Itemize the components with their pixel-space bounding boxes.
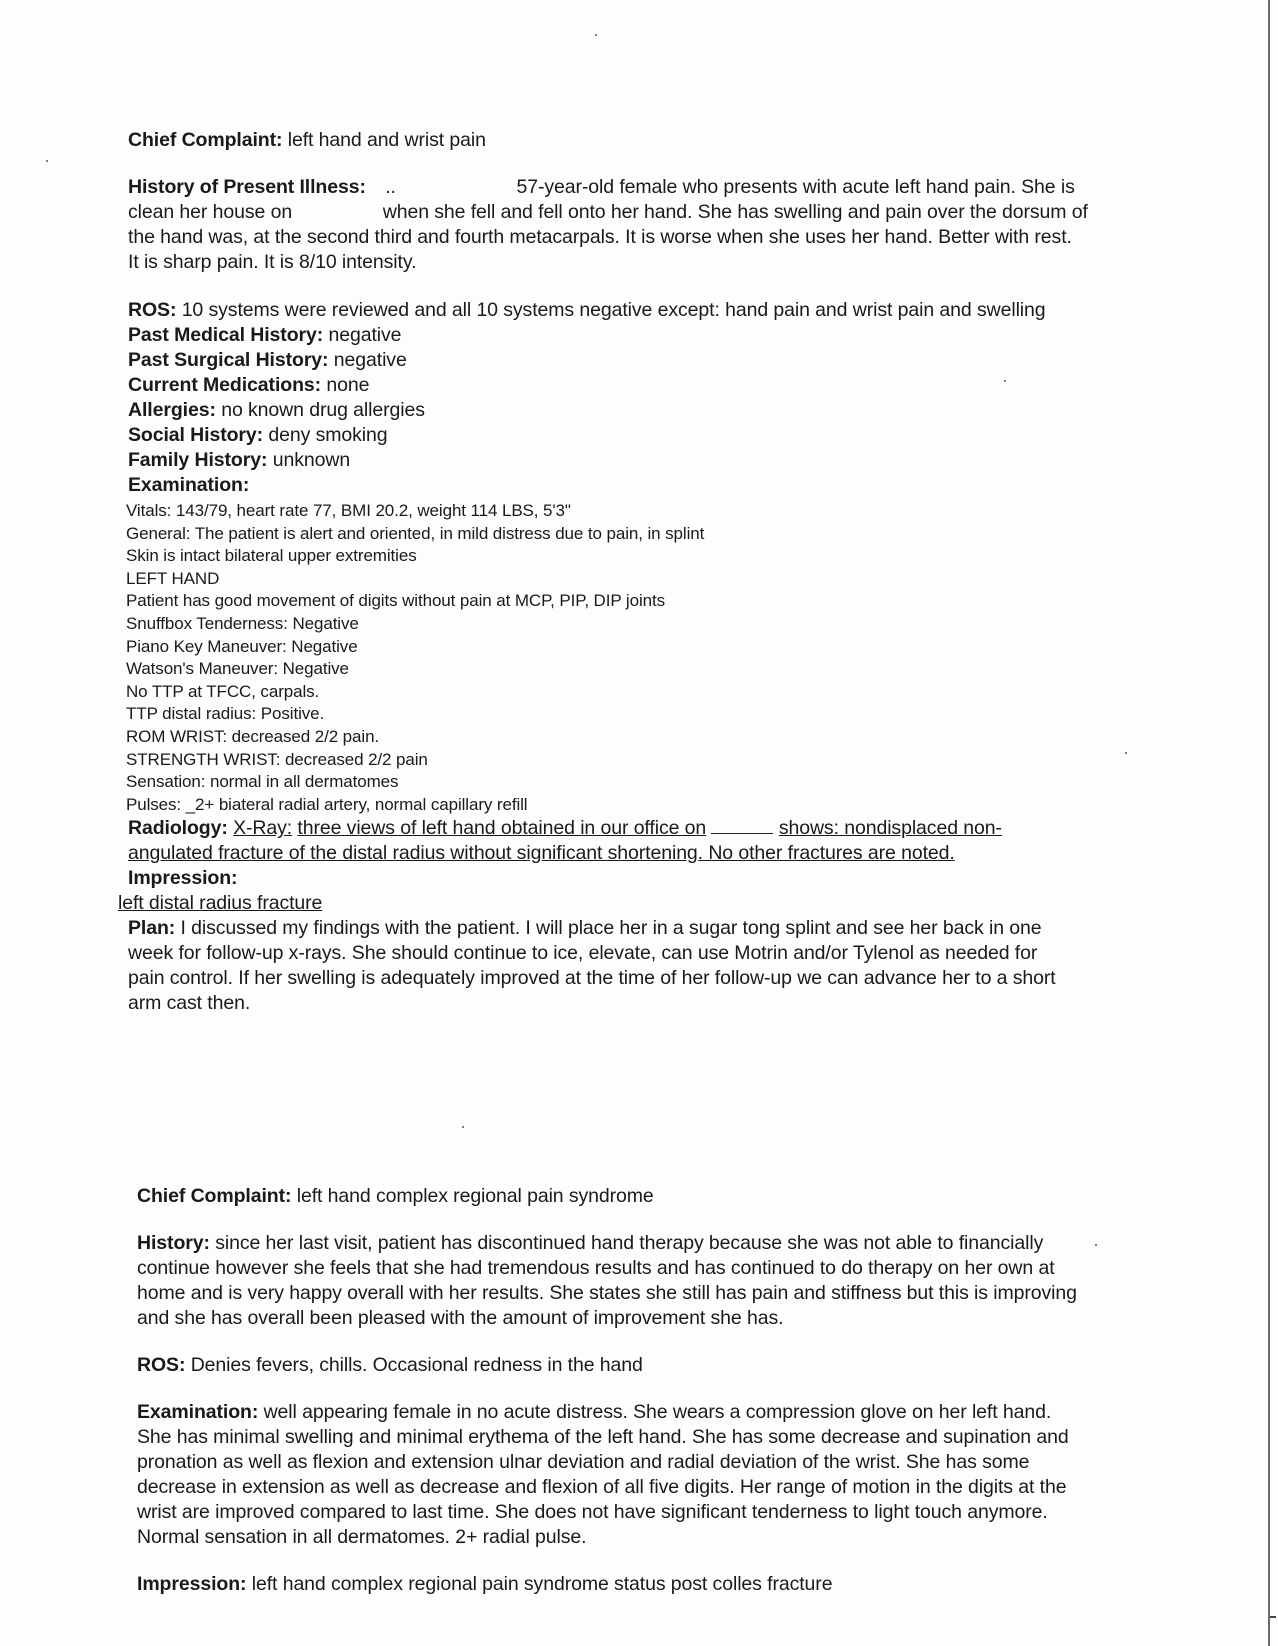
- hpi-mark: ..: [385, 176, 396, 198]
- exam-line: General: The patient is alert and oriented, in mild distress due to pain, in splint: [126, 523, 705, 543]
- exam-line: Pulses: _2+ biateral radial artery, normal capillary refill: [126, 794, 528, 814]
- chief-complaint-value: left hand and wrist pain: [287, 129, 486, 151]
- exam-findings-list: [126, 500, 1168, 816]
- current-medications: [128, 373, 1168, 398]
- radiology-line1b: shows: nondisplaced non-: [778, 817, 1002, 840]
- allergies-value: no known drug allergies: [221, 399, 425, 421]
- exam-line: Vitals: 143/79, heart rate 77, BMI 20.2, weight 114 LBS, 5'3": [126, 501, 571, 520]
- radiology-section: [128, 816, 1168, 866]
- social-value: deny smoking: [268, 424, 388, 446]
- exam-line: Piano Key Maneuver: Negative: [126, 636, 358, 656]
- allergies: [128, 398, 1168, 423]
- history-label: History:: [137, 1232, 210, 1254]
- radiology-label: Radiology:: [128, 817, 228, 840]
- impression-diagnosis-1: left distal radius fracture: [118, 892, 323, 915]
- history-line: home and is very happy overall with her results. She states she still has pain and stiffness but this is improving: [137, 1282, 1077, 1304]
- ros-label: ROS:: [128, 299, 177, 321]
- history-section: [137, 1231, 1177, 1331]
- exam-line: Normal sensation in all dermatomes. 2+ radial pulse.: [137, 1526, 587, 1548]
- hpi-section: [128, 175, 1168, 275]
- examination-section: [137, 1400, 1177, 1550]
- chief-complaint-value: left hand complex regional pain syndrome: [296, 1185, 654, 1207]
- chief-complaint-2: [137, 1184, 1177, 1209]
- scan-speck: [46, 160, 48, 162]
- examination-label: Examination:: [128, 474, 250, 496]
- impression-2: [137, 1572, 1177, 1597]
- exam-line: Snuffbox Tenderness: Negative: [126, 613, 359, 633]
- exam-line: STRENGTH WRIST: decreased 2/2 pain: [126, 749, 428, 769]
- plan-section: [128, 916, 1168, 1016]
- plan-line: arm cast then.: [128, 992, 251, 1015]
- meds-value: none: [326, 374, 370, 396]
- pmh-value: negative: [328, 324, 402, 346]
- exam-line: ROM WRIST: decreased 2/2 pain.: [126, 726, 380, 746]
- hpi-line2b: when she fell and fell onto her hand. She has swelling and pain over the dorsum of: [382, 201, 1088, 223]
- exam-line: pronation as well as flexion and extension ulnar deviation and radial deviation of the wrist. She has some: [137, 1451, 1030, 1473]
- exam-line: Sensation: normal in all dermatomes: [126, 772, 399, 792]
- impression-value: left hand complex regional pain syndrome status post colles fracture: [251, 1573, 833, 1595]
- radiology-line2: angulated fracture of the distal radius without significant shortening. No other fractures are noted.: [128, 842, 955, 865]
- scan-edge-line: [1268, 0, 1270, 1646]
- history-line: and she has overall been pleased with the amount of improvement she has.: [137, 1307, 784, 1329]
- clinical-note-initial: [118, 128, 1168, 1016]
- scan-speck: [1095, 1244, 1097, 1246]
- chief-complaint-label: Chief Complaint:: [128, 129, 283, 151]
- hpi-line4: It is sharp pain. It is 8/10 intensity.: [128, 251, 417, 273]
- xray-label: X-Ray:: [233, 817, 293, 840]
- exam-line: Patient has good movement of digits without pain at MCP, PIP, DIP joints: [126, 591, 666, 611]
- hpi-line3: the hand was, at the second third and fourth metacarpals. It is worse when she uses her hand. Better with rest.: [128, 226, 1072, 248]
- allergies-label: Allergies:: [128, 399, 216, 421]
- plan-label: Plan:: [128, 917, 176, 940]
- scan-speck: [462, 1126, 464, 1128]
- chief-complaint-label: Chief Complaint:: [137, 1185, 292, 1207]
- chief-complaint-1: [128, 128, 1168, 153]
- exam-line: Skin is intact bilateral upper extremities: [126, 546, 417, 566]
- exam-line: well appearing female in no acute distress. She wears a compression glove on her left hand.: [263, 1401, 1052, 1423]
- radiology-line1a: three views of left hand obtained in our office on: [297, 817, 707, 840]
- social-label: Social History:: [128, 424, 264, 446]
- scan-edge-mark: [1270, 1616, 1276, 1618]
- history-line: continue however she feels that she had tremendous results and has continued to do therapy on her own at: [137, 1257, 1055, 1279]
- meds-label: Current Medications:: [128, 374, 322, 396]
- exam-line: TTP distal radius: Positive.: [126, 704, 325, 724]
- ros-1: [128, 298, 1168, 323]
- hpi-line1: 57-year-old female who presents with acute left hand pain. She is: [516, 176, 1075, 198]
- ros-value: 10 systems were reviewed and all 10 systems negative except: hand pain and wrist pain and swelling: [181, 299, 1046, 321]
- ros-2: [137, 1353, 1177, 1378]
- hpi-line2a: clean her house on: [128, 201, 293, 223]
- ros-label: ROS:: [137, 1354, 186, 1376]
- social-history: [128, 423, 1168, 448]
- pmh-label: Past Medical History:: [128, 324, 324, 346]
- family-value: unknown: [272, 449, 351, 471]
- impression-label: Impression:: [137, 1573, 247, 1595]
- exam-line: She has minimal swelling and minimal erythema of the left hand. She has some decrease and supination and: [137, 1426, 1069, 1448]
- plan-line: week for follow-up x-rays. She should continue to ice, elevate, can use Motrin and/or Tylenol as needed for: [128, 942, 1038, 965]
- scan-speck: [595, 34, 597, 36]
- exam-line: LEFT HAND: [126, 568, 220, 588]
- psh-label: Past Surgical History:: [128, 349, 329, 371]
- hpi-label: History of Present Illness:: [128, 176, 366, 198]
- scan-speck: [1004, 380, 1006, 382]
- plan-line: pain control. If her swelling is adequately improved at the time of her follow-up we can advance her to a short: [128, 967, 1056, 990]
- past-medical-history: [128, 323, 1168, 348]
- clinical-note-followup: [137, 1184, 1177, 1597]
- impression-label-1: Impression:: [128, 867, 238, 890]
- exam-line: No TTP at TFCC, carpals.: [126, 681, 320, 701]
- plan-line: I discussed my findings with the patient. I will place her in a sugar tong splint and see her back in one: [180, 917, 1042, 940]
- family-history: [128, 448, 1168, 473]
- ros-value: Denies fevers, chills. Occasional redness in the hand: [190, 1354, 643, 1376]
- exam-line: wrist are improved compared to last time. She does not have significant tenderness to light touch anymore.: [137, 1501, 1048, 1523]
- psh-value: negative: [333, 349, 407, 371]
- exam-line: decrease in extension as well as decrease and flexion of all five digits. Her range of motion in the digits at the: [137, 1476, 1067, 1498]
- exam-line: Watson's Maneuver: Negative: [126, 659, 349, 679]
- examination-label: Examination:: [137, 1401, 259, 1423]
- scan-speck: [1125, 752, 1127, 754]
- history-line: since her last visit, patient has discontinued hand therapy because she was not able to financially: [215, 1232, 1044, 1254]
- redacted-xray-date: [711, 833, 773, 834]
- past-surgical-history: [128, 348, 1168, 373]
- family-label: Family History:: [128, 449, 268, 471]
